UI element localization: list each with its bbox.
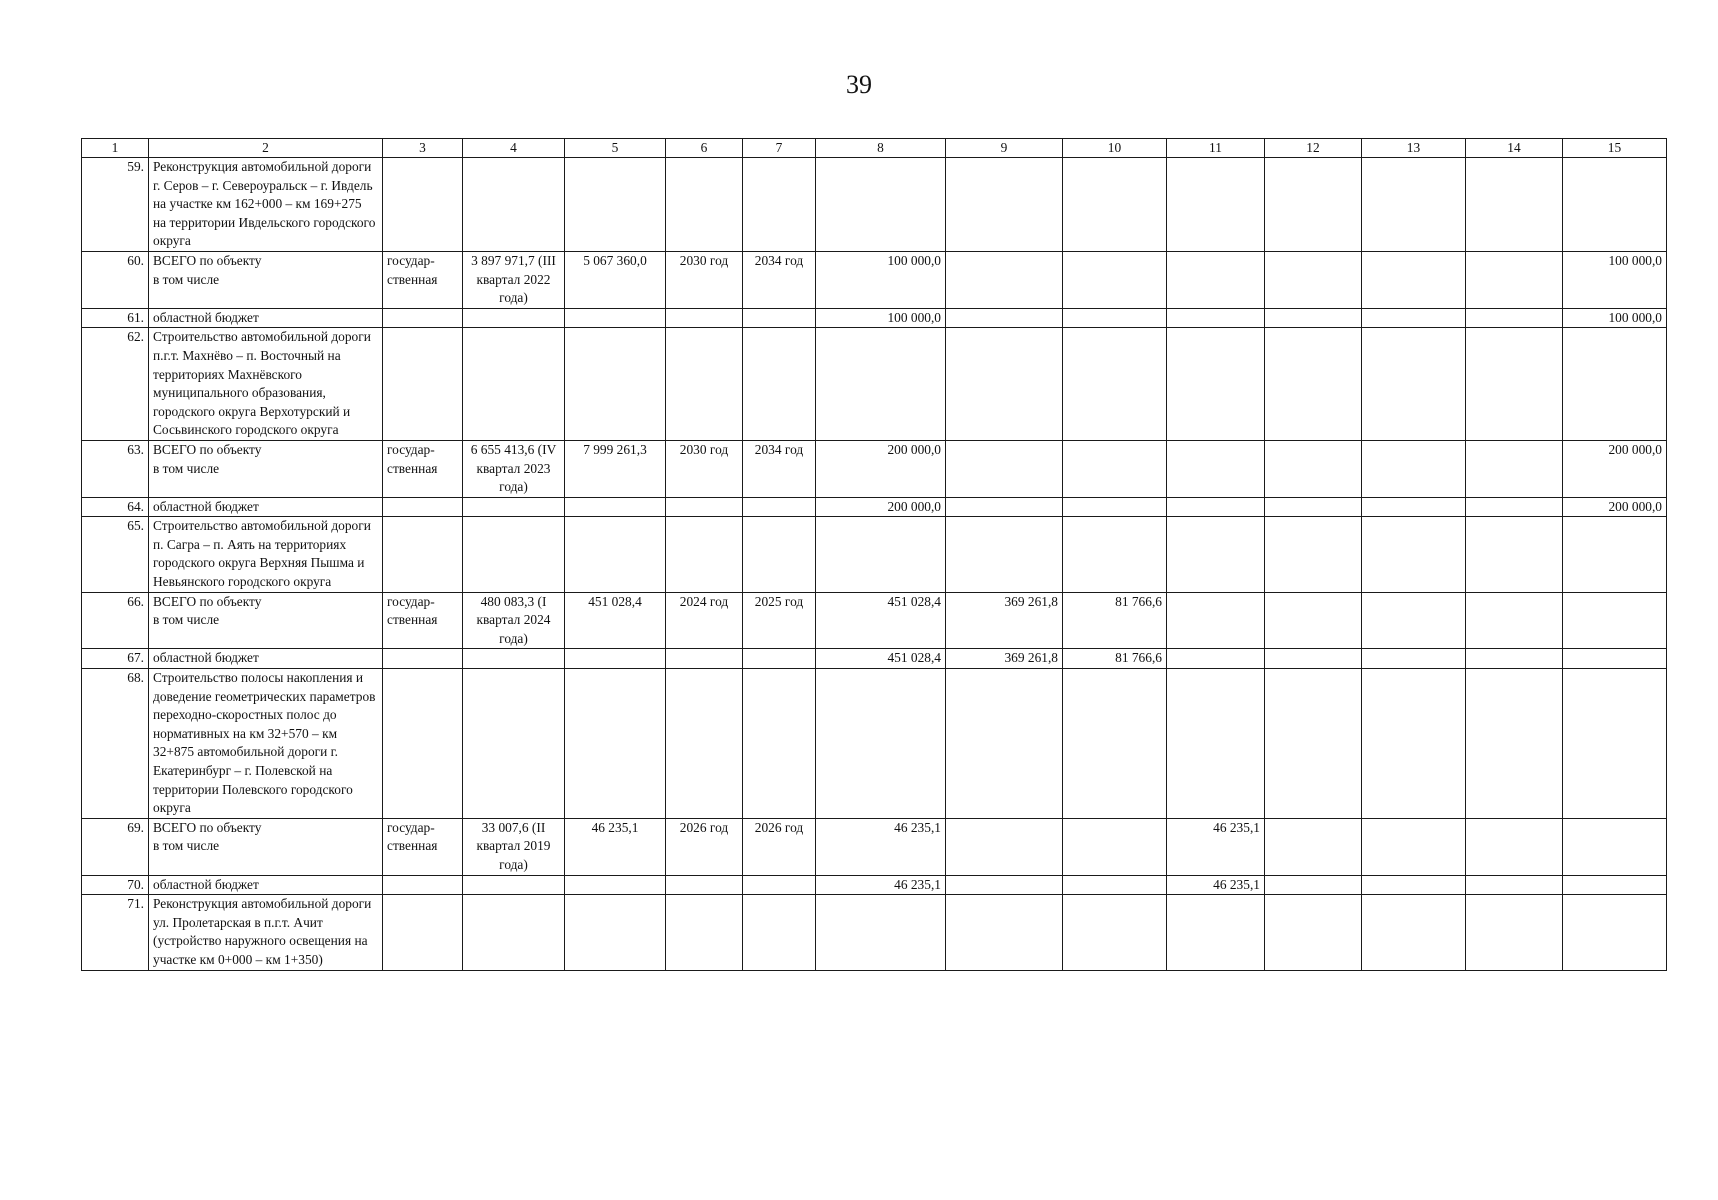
row-number: 62. [82, 328, 149, 441]
col-9-value [946, 251, 1063, 308]
row-number: 65. [82, 517, 149, 592]
col-10-value [1063, 497, 1167, 517]
estimated-cost [463, 497, 565, 517]
col-14-value [1466, 497, 1563, 517]
start-year [666, 895, 743, 970]
col-14-value [1466, 517, 1563, 592]
col-11-value: 46 235,1 [1167, 818, 1265, 875]
col-9-value [946, 818, 1063, 875]
end-year [743, 875, 816, 895]
ownership-form: государ-ственная [383, 818, 463, 875]
row-number: 69. [82, 818, 149, 875]
table-row [82, 308, 1667, 328]
col-15-value [1563, 649, 1667, 669]
col-15-value: 200 000,0 [1563, 497, 1667, 517]
end-year: 2025 год [743, 592, 816, 649]
end-year [743, 669, 816, 819]
col-9-value [946, 497, 1063, 517]
col-8-value: 100 000,0 [816, 251, 946, 308]
end-year [743, 308, 816, 328]
col-14-value [1466, 440, 1563, 497]
table-row [82, 818, 1667, 875]
col-15-value [1563, 818, 1667, 875]
table-row [82, 592, 1667, 649]
row-number: 68. [82, 669, 149, 819]
table-row [82, 649, 1667, 669]
table-row [82, 440, 1667, 497]
col-13-value [1362, 251, 1466, 308]
ownership-form [383, 328, 463, 441]
col-10-value [1063, 669, 1167, 819]
col-15-value [1563, 592, 1667, 649]
col-10-value [1063, 158, 1167, 252]
header-cell: 13 [1362, 139, 1466, 158]
col-15-value [1563, 517, 1667, 592]
col-13-value [1362, 669, 1466, 819]
start-year [666, 669, 743, 819]
col-12-value [1265, 308, 1362, 328]
object-name: ВСЕГО по объекту в том числе [149, 818, 383, 875]
total-cost [565, 669, 666, 819]
col-10-value [1063, 818, 1167, 875]
estimated-cost [463, 875, 565, 895]
col-10-value: 81 766,6 [1063, 649, 1167, 669]
col-11-value [1167, 440, 1265, 497]
table-row [82, 875, 1667, 895]
ownership-form: государ-ственная [383, 592, 463, 649]
col-9-value [946, 669, 1063, 819]
header-cell: 6 [666, 139, 743, 158]
end-year: 2026 год [743, 818, 816, 875]
total-cost [565, 328, 666, 441]
start-year [666, 875, 743, 895]
col-10-value [1063, 440, 1167, 497]
col-11-value [1167, 592, 1265, 649]
ownership-form [383, 497, 463, 517]
header-cell: 15 [1563, 139, 1667, 158]
col-9-value: 369 261,8 [946, 649, 1063, 669]
total-cost [565, 895, 666, 970]
col-15-value: 200 000,0 [1563, 440, 1667, 497]
col-14-value [1466, 592, 1563, 649]
col-13-value [1362, 875, 1466, 895]
estimated-cost [463, 308, 565, 328]
table-row [82, 517, 1667, 592]
col-11-value [1167, 328, 1265, 441]
row-number: 63. [82, 440, 149, 497]
header-cell: 3 [383, 139, 463, 158]
col-8-value: 100 000,0 [816, 308, 946, 328]
ownership-form [383, 308, 463, 328]
header-cell: 5 [565, 139, 666, 158]
ownership-form [383, 895, 463, 970]
col-12-value [1265, 251, 1362, 308]
col-10-value [1063, 517, 1167, 592]
col-8-value [816, 669, 946, 819]
col-8-value: 46 235,1 [816, 875, 946, 895]
col-14-value [1466, 251, 1563, 308]
col-8-value: 200 000,0 [816, 440, 946, 497]
end-year [743, 649, 816, 669]
col-12-value [1265, 440, 1362, 497]
col-15-value [1563, 875, 1667, 895]
estimated-cost [463, 158, 565, 252]
header-cell: 1 [82, 139, 149, 158]
header-row [82, 139, 1667, 158]
col-15-value: 100 000,0 [1563, 251, 1667, 308]
end-year [743, 158, 816, 252]
start-year: 2026 год [666, 818, 743, 875]
col-8-value: 200 000,0 [816, 497, 946, 517]
table-row [82, 895, 1667, 970]
col-8-value [816, 895, 946, 970]
col-9-value [946, 440, 1063, 497]
col-13-value [1362, 328, 1466, 441]
start-year: 2024 год [666, 592, 743, 649]
col-11-value [1167, 251, 1265, 308]
total-cost: 5 067 360,0 [565, 251, 666, 308]
col-13-value [1362, 592, 1466, 649]
object-name: Реконструкция автомобильной дороги ул. Пролетарская в п.г.т. Ачит (устройство наружного освещения на участке км 0+000 – км 1+350) [149, 895, 383, 970]
object-name: Строительство полосы накопления и доведение геометрических параметров переходно-скоростных полос до нормативных на км 32+570 – км 32+875 автомобильной дороги г. Екатеринбург – г. Полевской на территории Полевского городского округа [149, 669, 383, 819]
object-name: ВСЕГО по объекту в том числе [149, 440, 383, 497]
object-name: областной бюджет [149, 308, 383, 328]
row-number: 70. [82, 875, 149, 895]
col-8-value [816, 328, 946, 441]
col-9-value [946, 158, 1063, 252]
col-8-value: 451 028,4 [816, 649, 946, 669]
ownership-form: государ-ственная [383, 440, 463, 497]
total-cost: 46 235,1 [565, 818, 666, 875]
end-year [743, 895, 816, 970]
estimated-cost: 6 655 413,6 (IV квартал 2023 года) [463, 440, 565, 497]
col-13-value [1362, 818, 1466, 875]
col-10-value [1063, 895, 1167, 970]
header-cell: 2 [149, 139, 383, 158]
col-13-value [1362, 158, 1466, 252]
col-15-value [1563, 669, 1667, 819]
object-name: ВСЕГО по объекту в том числе [149, 251, 383, 308]
col-13-value [1362, 649, 1466, 669]
object-name: ВСЕГО по объекту в том числе [149, 592, 383, 649]
table-row [82, 251, 1667, 308]
col-12-value [1265, 818, 1362, 875]
row-number: 59. [82, 158, 149, 252]
estimated-cost [463, 669, 565, 819]
col-9-value [946, 328, 1063, 441]
col-12-value [1265, 517, 1362, 592]
ownership-form [383, 158, 463, 252]
total-cost [565, 649, 666, 669]
col-10-value: 81 766,6 [1063, 592, 1167, 649]
page-number: 39 [846, 70, 872, 99]
col-13-value [1362, 517, 1466, 592]
object-name: Строительство автомобильной дороги п.г.т. Махнёво – п. Восточный на территориях Махнёвского муниципального образования, городского округа Верхотурский и Сосьвинского городского округа [149, 328, 383, 441]
row-number: 71. [82, 895, 149, 970]
header-cell: 11 [1167, 139, 1265, 158]
col-15-value [1563, 158, 1667, 252]
header-cell: 7 [743, 139, 816, 158]
header-cell: 14 [1466, 139, 1563, 158]
col-11-value [1167, 517, 1265, 592]
estimated-cost: 33 007,6 (II квартал 2019 года) [463, 818, 565, 875]
ownership-form [383, 875, 463, 895]
col-9-value [946, 875, 1063, 895]
col-12-value [1265, 158, 1362, 252]
start-year: 2030 год [666, 440, 743, 497]
total-cost [565, 308, 666, 328]
estimated-cost [463, 328, 565, 441]
total-cost [565, 158, 666, 252]
col-9-value [946, 517, 1063, 592]
object-name: Реконструкция автомобильной дороги г. Серов – г. Североуральск – г. Ивдель на участке км 162+000 – км 169+275 на территории Ивдельского городского округа [149, 158, 383, 252]
col-14-value [1466, 308, 1563, 328]
total-cost [565, 497, 666, 517]
object-name: областной бюджет [149, 649, 383, 669]
col-14-value [1466, 818, 1563, 875]
col-14-value [1466, 875, 1563, 895]
estimated-cost [463, 517, 565, 592]
start-year [666, 649, 743, 669]
header-cell: 9 [946, 139, 1063, 158]
col-14-value [1466, 649, 1563, 669]
end-year: 2034 год [743, 440, 816, 497]
ownership-form: государ-ственная [383, 251, 463, 308]
row-number: 61. [82, 308, 149, 328]
estimated-cost: 3 897 971,7 (III квартал 2022 года) [463, 251, 565, 308]
col-9-value [946, 308, 1063, 328]
col-15-value [1563, 328, 1667, 441]
col-13-value [1362, 895, 1466, 970]
total-cost [565, 517, 666, 592]
col-15-value: 100 000,0 [1563, 308, 1667, 328]
start-year [666, 497, 743, 517]
col-13-value [1362, 440, 1466, 497]
col-15-value [1563, 895, 1667, 970]
col-9-value: 369 261,8 [946, 592, 1063, 649]
object-name: Строительство автомобильной дороги п. Сагра – п. Аять на территориях городского округа Верхняя Пышма и Невьянского городского округа [149, 517, 383, 592]
row-number: 60. [82, 251, 149, 308]
total-cost: 7 999 261,3 [565, 440, 666, 497]
col-10-value [1063, 328, 1167, 441]
col-11-value [1167, 308, 1265, 328]
estimated-cost: 480 083,3 (I квартал 2024 года) [463, 592, 565, 649]
object-name: областной бюджет [149, 497, 383, 517]
col-12-value [1265, 669, 1362, 819]
col-12-value [1265, 592, 1362, 649]
col-9-value [946, 895, 1063, 970]
ownership-form [383, 649, 463, 669]
col-14-value [1466, 158, 1563, 252]
start-year [666, 308, 743, 328]
col-8-value: 451 028,4 [816, 592, 946, 649]
table-row [82, 158, 1667, 252]
ownership-form [383, 517, 463, 592]
header-cell: 4 [463, 139, 565, 158]
start-year [666, 328, 743, 441]
total-cost: 451 028,4 [565, 592, 666, 649]
start-year: 2030 год [666, 251, 743, 308]
col-11-value [1167, 895, 1265, 970]
estimated-cost [463, 895, 565, 970]
col-8-value: 46 235,1 [816, 818, 946, 875]
col-8-value [816, 517, 946, 592]
col-12-value [1265, 649, 1362, 669]
col-8-value [816, 158, 946, 252]
col-13-value [1362, 497, 1466, 517]
row-number: 67. [82, 649, 149, 669]
col-12-value [1265, 875, 1362, 895]
end-year: 2034 год [743, 251, 816, 308]
col-10-value [1063, 875, 1167, 895]
end-year [743, 497, 816, 517]
col-10-value [1063, 308, 1167, 328]
col-12-value [1265, 497, 1362, 517]
col-11-value [1167, 497, 1265, 517]
end-year [743, 328, 816, 441]
col-12-value [1265, 328, 1362, 441]
row-number: 64. [82, 497, 149, 517]
ownership-form [383, 669, 463, 819]
estimated-cost [463, 649, 565, 669]
header-cell: 8 [816, 139, 946, 158]
header-cell: 10 [1063, 139, 1167, 158]
total-cost [565, 875, 666, 895]
col-11-value [1167, 158, 1265, 252]
budget-table [81, 138, 1667, 971]
table-row [82, 497, 1667, 517]
col-14-value [1466, 669, 1563, 819]
col-11-value [1167, 669, 1265, 819]
end-year [743, 517, 816, 592]
col-10-value [1063, 251, 1167, 308]
col-14-value [1466, 328, 1563, 441]
start-year [666, 158, 743, 252]
col-11-value: 46 235,1 [1167, 875, 1265, 895]
header-cell: 12 [1265, 139, 1362, 158]
col-12-value [1265, 895, 1362, 970]
start-year [666, 517, 743, 592]
col-14-value [1466, 895, 1563, 970]
table-row [82, 328, 1667, 441]
col-11-value [1167, 649, 1265, 669]
table-row [82, 669, 1667, 819]
col-13-value [1362, 308, 1466, 328]
object-name: областной бюджет [149, 875, 383, 895]
row-number: 66. [82, 592, 149, 649]
